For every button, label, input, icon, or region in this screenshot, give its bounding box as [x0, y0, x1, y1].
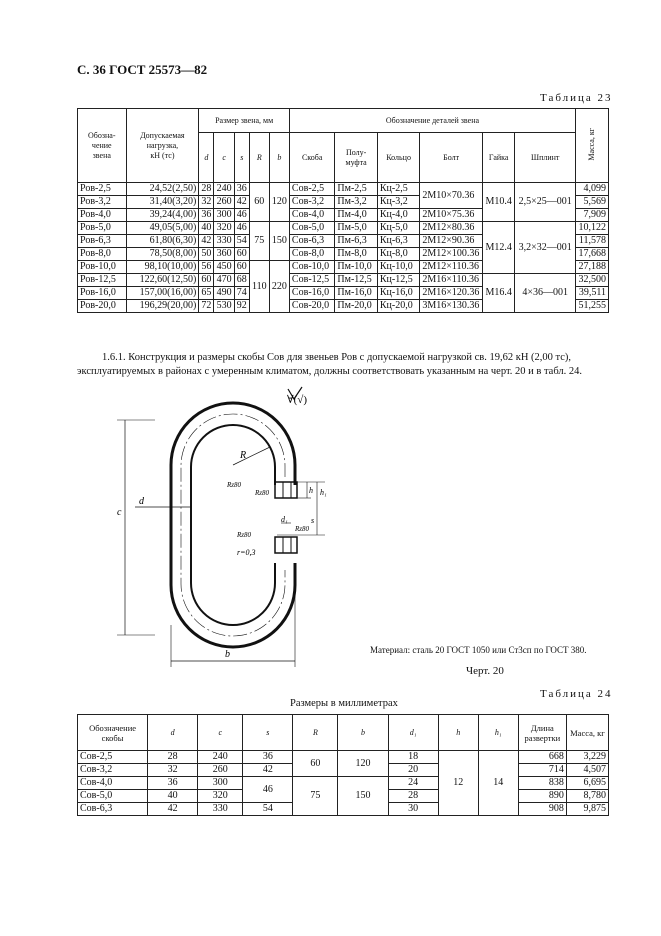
- cell-mass: 27,188: [576, 261, 609, 274]
- cell-mass: 10,122: [576, 222, 609, 235]
- cell-ring: Кц-20,0: [377, 300, 419, 313]
- col-bolt: Болт: [420, 133, 483, 183]
- bracket-end-bottom: [275, 537, 297, 553]
- label-rz80-b: Rz80: [255, 489, 269, 497]
- cell-ring: Кц-4,0: [377, 209, 419, 222]
- table-23: [77, 108, 609, 313]
- cell-s: 42: [243, 764, 293, 777]
- cell-d: 50: [199, 248, 214, 261]
- bracket-drawing: [95, 385, 615, 675]
- cell-bracket: Сов-8,0: [289, 248, 334, 261]
- cell-b: 150: [269, 222, 289, 261]
- cell-d: 40: [199, 222, 214, 235]
- cell-bolt: 2М16×110.36: [420, 274, 483, 287]
- cell-bolt: 2М12×100.36: [420, 248, 483, 261]
- cell-link: Ров-8,0: [78, 248, 127, 261]
- table23-caption: Таблица 23: [540, 92, 613, 104]
- cell-d: 36: [148, 777, 198, 790]
- cell-pin: 2,5×25—001: [515, 183, 576, 222]
- cell-d: 28: [199, 183, 214, 196]
- cell-s: 68: [234, 274, 249, 287]
- t24-col-d: d: [148, 715, 198, 751]
- cell-b: 220: [269, 261, 289, 313]
- cell-s: 54: [243, 803, 293, 816]
- cell-R: 75: [293, 777, 338, 816]
- cell-d: 28: [148, 751, 198, 764]
- cell-bracket: Сов-4,0: [289, 209, 334, 222]
- cell-half: Пм-4,0: [335, 209, 377, 222]
- page-header: С. 36 ГОСТ 25573—82: [77, 62, 208, 77]
- cell-mass: 51,255: [576, 300, 609, 313]
- cell-bolt: 3М16×130.36: [420, 300, 483, 313]
- cell-load: 157,00(16,00): [126, 287, 199, 300]
- col-b: b: [269, 133, 289, 183]
- cell-length: 668: [518, 751, 566, 764]
- cell-link: Ров-4,0: [78, 209, 127, 222]
- cell-name: Сов-5,0: [78, 790, 148, 803]
- table-24: [77, 714, 609, 816]
- col-half-coupling: Полу- муфта: [335, 133, 377, 183]
- col-ring: Кольцо: [377, 133, 419, 183]
- cell-d: 32: [148, 764, 198, 777]
- cell-d: 72: [199, 300, 214, 313]
- cell-mass: 9,875: [566, 803, 608, 816]
- cell-length: 838: [518, 777, 566, 790]
- table24-subcaption: Размеры в миллиметрах: [290, 698, 398, 709]
- cell-c: 330: [198, 803, 243, 816]
- cell-load: 24,52(2,50): [126, 183, 199, 196]
- cell-s: 60: [234, 261, 249, 274]
- cell-ring: Кц-5,0: [377, 222, 419, 235]
- cell-mass: 7,909: [576, 209, 609, 222]
- cell-link: Ров-5,0: [78, 222, 127, 235]
- cell-length: 890: [518, 790, 566, 803]
- cell-link: Ров-3,2: [78, 196, 127, 209]
- cell-c: 320: [214, 222, 234, 235]
- cell-d1: 28: [388, 790, 438, 803]
- cell-half: Пм-8,0: [335, 248, 377, 261]
- col-nut: Гайка: [483, 133, 515, 183]
- col-c: c: [214, 133, 234, 183]
- cell-mass: 11,578: [576, 235, 609, 248]
- cell-nut: М10.4: [483, 183, 515, 222]
- cell-d: 36: [199, 209, 214, 222]
- t24-col-s: s: [243, 715, 293, 751]
- cell-bolt: 2М12×90.36: [420, 235, 483, 248]
- cell-c: 240: [198, 751, 243, 764]
- table-row: [78, 222, 609, 235]
- cell-mass: 17,668: [576, 248, 609, 261]
- label-d: d: [139, 496, 144, 507]
- cell-half: Пм-6,3: [335, 235, 377, 248]
- cell-d: 40: [148, 790, 198, 803]
- t24-col-length: Длина развертки: [518, 715, 566, 751]
- cell-name: Сов-6,3: [78, 803, 148, 816]
- cell-ring: Кц-10,0: [377, 261, 419, 274]
- cell-bracket: Сов-3,2: [289, 196, 334, 209]
- label-h: h: [309, 486, 313, 495]
- label-rz80-d: Rz80: [237, 531, 251, 539]
- cell-mass: 3,229: [566, 751, 608, 764]
- cell-bracket: Сов-5,0: [289, 222, 334, 235]
- t24-col-h: h: [438, 715, 478, 751]
- col-bracket: Скоба: [289, 133, 334, 183]
- cell-mass: 39,511: [576, 287, 609, 300]
- t24-col-c: c: [198, 715, 243, 751]
- cell-link: Ров-6,3: [78, 235, 127, 248]
- paragraph-line-2: эксплуатируемых в районах с умеренным климатом, должны соответствовать указанным на черт. 20 и в табл. 24.: [77, 366, 583, 377]
- paragraph-1-6-1: [77, 351, 617, 379]
- col-R: R: [249, 133, 269, 183]
- col-link: Обозна- чение звена: [78, 109, 127, 183]
- cell-bolt: 2М16×120.36: [420, 287, 483, 300]
- col-parts-group: Обозначение деталей звена: [289, 109, 575, 133]
- cell-pin: 3,2×32—001: [515, 222, 576, 274]
- cell-d: 32: [199, 196, 214, 209]
- cell-half: Пм-20,0: [335, 300, 377, 313]
- label-h1: h₁: [320, 488, 327, 497]
- cell-pin: 4×36—001: [515, 274, 576, 313]
- col-mass: Масса, кг: [587, 127, 597, 161]
- cell-load: 196,29(20,00): [126, 300, 199, 313]
- cell-load: 61,80(6,30): [126, 235, 199, 248]
- cell-c: 360: [214, 248, 234, 261]
- label-c: c: [117, 507, 122, 518]
- cell-half: Пм-12,5: [335, 274, 377, 287]
- cell-s: 36: [234, 183, 249, 196]
- cell-d1: 18: [388, 751, 438, 764]
- cell-R: 60: [293, 751, 338, 777]
- cell-c: 300: [214, 209, 234, 222]
- cell-mass: 5,569: [576, 196, 609, 209]
- table-row: [78, 183, 609, 196]
- cell-s: 54: [234, 235, 249, 248]
- label-b: b: [225, 649, 230, 660]
- cell-d: 60: [199, 274, 214, 287]
- cell-bracket: Сов-16,0: [289, 287, 334, 300]
- cell-c: 470: [214, 274, 234, 287]
- cell-name: Сов-3,2: [78, 764, 148, 777]
- cell-c: 300: [198, 777, 243, 790]
- cell-s: 36: [243, 751, 293, 764]
- label-r03: r=0,3: [237, 548, 256, 557]
- cell-h: 12: [438, 751, 478, 816]
- cell-d: 42: [148, 803, 198, 816]
- col-s: s: [234, 133, 249, 183]
- col-d: d: [199, 133, 214, 183]
- cell-c: 490: [214, 287, 234, 300]
- cell-half: Пм-3,2: [335, 196, 377, 209]
- cell-s: 46: [234, 209, 249, 222]
- cell-ring: Кц-2,5: [377, 183, 419, 196]
- cell-ring: Кц-3,2: [377, 196, 419, 209]
- cell-c: 260: [198, 764, 243, 777]
- label-rz80-a: Rz80: [227, 481, 241, 489]
- cell-link: Ров-12,5: [78, 274, 127, 287]
- cell-ring: Кц-8,0: [377, 248, 419, 261]
- label-rz80-c: Rz80: [295, 525, 309, 533]
- cell-load: 122,60(12,50): [126, 274, 199, 287]
- cell-s: 46: [243, 777, 293, 803]
- table24-caption: Таблица 24: [540, 688, 613, 700]
- cell-half: Пм-5,0: [335, 222, 377, 235]
- cell-s: 92: [234, 300, 249, 313]
- cell-load: 39,24(4,00): [126, 209, 199, 222]
- cell-h1: 14: [478, 751, 518, 816]
- cell-bracket: Сов-2,5: [289, 183, 334, 196]
- t24-col-R: R: [293, 715, 338, 751]
- label-s: s: [311, 516, 315, 525]
- cell-bolt: 2М10×70.36: [420, 183, 483, 209]
- cell-b: 120: [338, 751, 388, 777]
- cell-c: 260: [214, 196, 234, 209]
- cell-ring: Кц-6,3: [377, 235, 419, 248]
- cell-s: 60: [234, 248, 249, 261]
- cell-d: 56: [199, 261, 214, 274]
- cell-link: Ров-10,0: [78, 261, 127, 274]
- cell-R: 110: [249, 261, 269, 313]
- cell-ring: Кц-16,0: [377, 287, 419, 300]
- table-row: [78, 751, 609, 764]
- cell-link: Ров-2,5: [78, 183, 127, 196]
- cell-c: 320: [198, 790, 243, 803]
- table-row: [78, 777, 609, 790]
- cell-bolt: 2М12×110.36: [420, 261, 483, 274]
- cell-s: 42: [234, 196, 249, 209]
- cell-mass: 8,780: [566, 790, 608, 803]
- cell-ring: Кц-12,5: [377, 274, 419, 287]
- cell-d1: 20: [388, 764, 438, 777]
- material-note: Материал: сталь 20 ГОСТ 1050 или Ст3сп по ГОСТ 380.: [370, 645, 587, 655]
- cell-nut: М16.4: [483, 274, 515, 313]
- cell-s: 74: [234, 287, 249, 300]
- cell-b: 150: [338, 777, 388, 816]
- cell-d1: 30: [388, 803, 438, 816]
- cell-c: 330: [214, 235, 234, 248]
- cell-mass: 32,500: [576, 274, 609, 287]
- bracket-outer: [171, 403, 295, 647]
- cell-mass: 4,099: [576, 183, 609, 196]
- cell-b: 120: [269, 183, 289, 222]
- t24-col-h1: h₁: [478, 715, 518, 751]
- cell-link: Ров-16,0: [78, 287, 127, 300]
- roughness-text: ∀(√): [287, 394, 308, 406]
- cell-link: Ров-20,0: [78, 300, 127, 313]
- cell-c: 240: [214, 183, 234, 196]
- cell-c: 530: [214, 300, 234, 313]
- cell-bracket: Сов-12,5: [289, 274, 334, 287]
- cell-half: Пм-16,0: [335, 287, 377, 300]
- col-load: Допускаемая нагрузка, кН (тс): [126, 109, 199, 183]
- cell-R: 60: [249, 183, 269, 222]
- cell-bracket: Сов-20,0: [289, 300, 334, 313]
- cell-length: 908: [518, 803, 566, 816]
- bracket-inner: [191, 425, 275, 625]
- cell-bolt: 2М12×80.36: [420, 222, 483, 235]
- cell-load: 49,05(5,00): [126, 222, 199, 235]
- label-R: R: [240, 450, 247, 461]
- table-row: [78, 274, 609, 287]
- cell-bracket: Сов-10,0: [289, 261, 334, 274]
- cell-load: 31,40(3,20): [126, 196, 199, 209]
- col-size-group: Размер звена, мм: [199, 109, 290, 133]
- t24-col-b: b: [338, 715, 388, 751]
- cell-bolt: 2М10×75.36: [420, 209, 483, 222]
- cell-load: 98,10(10,00): [126, 261, 199, 274]
- cell-half: Пм-10,0: [335, 261, 377, 274]
- cell-half: Пм-2,5: [335, 183, 377, 196]
- t24-col-d1: d₁: [388, 715, 438, 751]
- t24-col-mass: Масса, кг: [566, 715, 608, 751]
- cell-name: Сов-2,5: [78, 751, 148, 764]
- cell-d: 42: [199, 235, 214, 248]
- label-d1: d₁: [281, 515, 288, 524]
- cell-load: 78,50(8,00): [126, 248, 199, 261]
- cell-length: 714: [518, 764, 566, 777]
- cell-d: 65: [199, 287, 214, 300]
- col-pin: Шплинт: [515, 133, 576, 183]
- cell-nut: М12.4: [483, 222, 515, 274]
- cell-name: Сов-4,0: [78, 777, 148, 790]
- t24-col-designation: Обозначение скобы: [78, 715, 148, 751]
- cell-d1: 24: [388, 777, 438, 790]
- paragraph-line-1: 1.6.1. Конструкция и размеры скобы Сов для звеньев Ров с допускаемой нагрузкой св. 19,62 кН (2,00 тс),: [102, 352, 572, 363]
- figure-caption: Черт. 20: [466, 665, 504, 677]
- cell-s: 46: [234, 222, 249, 235]
- cell-R: 75: [249, 222, 269, 261]
- cell-bracket: Сов-6,3: [289, 235, 334, 248]
- cell-c: 450: [214, 261, 234, 274]
- cell-mass: 6,695: [566, 777, 608, 790]
- cell-mass: 4,507: [566, 764, 608, 777]
